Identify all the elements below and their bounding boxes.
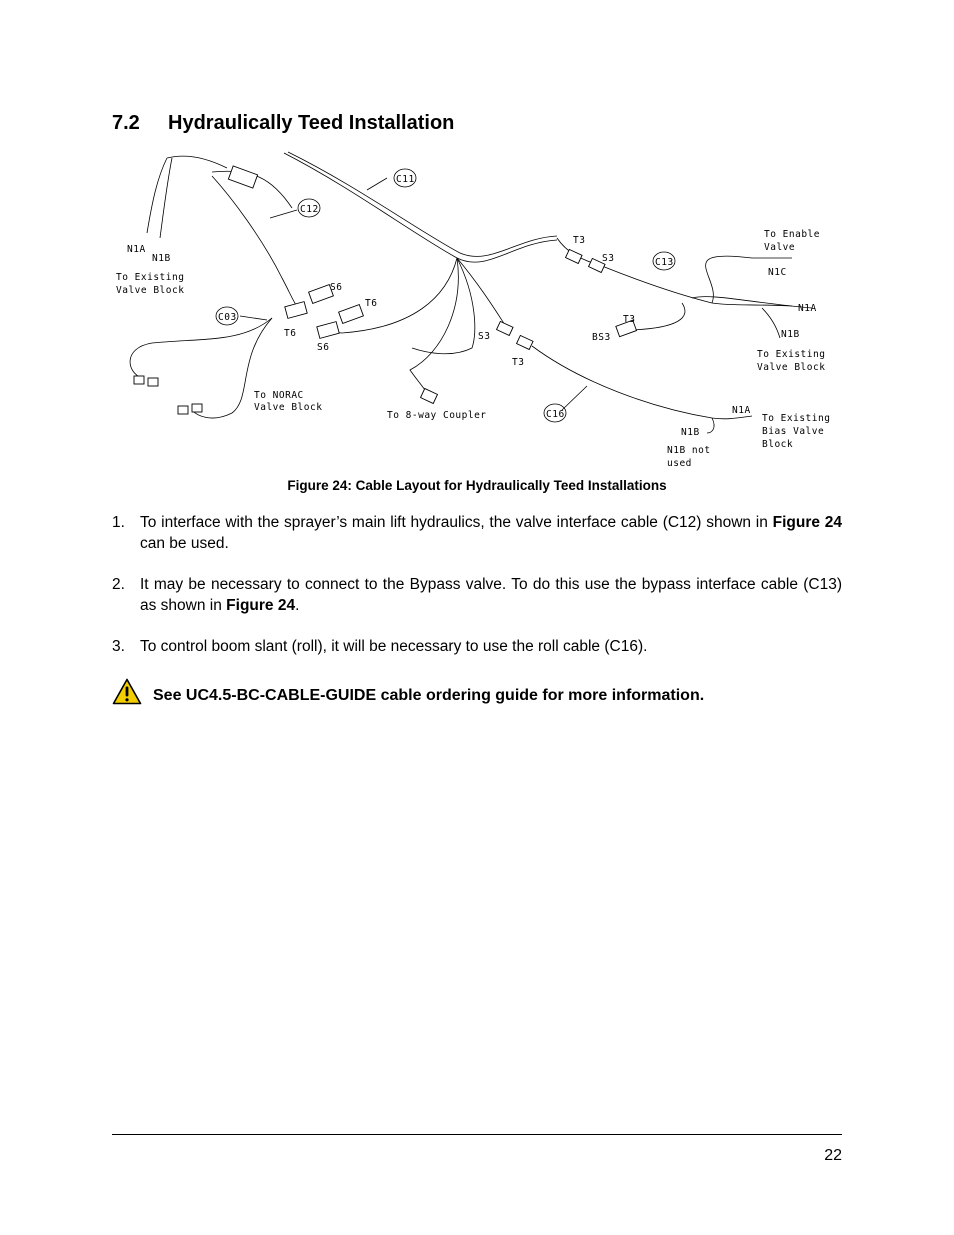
label-n1c: N1C xyxy=(768,267,787,278)
c03-connector-b xyxy=(148,378,158,386)
section-title: Hydraulically Teed Installation xyxy=(168,112,455,134)
step-text: It may be necessary to connect to the Bypass valve. To do this use the bypass interface cable (C13) as shown in xyxy=(140,576,842,614)
footer-divider xyxy=(112,1134,842,1135)
label-norac-1: To NORAC xyxy=(254,390,304,401)
label-t3-mid: T3 xyxy=(512,357,525,368)
c11-cable-sheath xyxy=(288,152,557,256)
label-existing-valve-2: Valve Block xyxy=(116,285,185,296)
label-s3-mid: S3 xyxy=(478,331,491,342)
note-text: See UC4.5-BC-CABLE-GUIDE cable ordering guide for more information. xyxy=(153,687,705,704)
c16-arrow xyxy=(562,386,587,410)
label-s6-top: S6 xyxy=(330,282,343,293)
c03-connector-a xyxy=(134,376,144,384)
cable-layout-drawing xyxy=(112,148,842,473)
label-t6-left: T6 xyxy=(284,328,297,339)
step-number: 1. xyxy=(112,514,125,531)
main-plug-connector xyxy=(228,166,257,188)
label-t6-right: T6 xyxy=(365,298,378,309)
label-n1a-right: N1A xyxy=(798,303,817,314)
instruction-list xyxy=(112,512,842,677)
coupler-branch xyxy=(410,258,458,393)
s6-bottom-connector xyxy=(317,322,339,339)
section-heading xyxy=(112,108,454,138)
note-callout xyxy=(112,678,842,710)
label-bias-1: To Existing xyxy=(762,413,831,424)
n1b-right-lead xyxy=(762,308,780,338)
label-existing-right-1: To Existing xyxy=(757,349,826,360)
step-item xyxy=(112,574,842,616)
label-enable-1: To Enable xyxy=(764,229,820,240)
step-text: To control boom slant (roll), it will be necessary to use the roll cable (C16). xyxy=(140,638,648,655)
label-t3-top: T3 xyxy=(573,235,586,246)
coupler-connector xyxy=(421,389,438,404)
label-enable-2: Valve xyxy=(764,242,796,253)
step-number: 3. xyxy=(112,638,125,655)
s3-mid-connector xyxy=(497,321,513,335)
c13-cable xyxy=(557,238,792,306)
c03-connector-d xyxy=(192,404,202,412)
label-c12: C12 xyxy=(300,204,319,215)
t6-right-connector xyxy=(339,305,364,324)
label-existing-valve-1: To Existing xyxy=(116,272,185,283)
n1a-lead xyxy=(147,158,167,233)
label-bs3: BS3 xyxy=(592,332,611,343)
page-number: 22 xyxy=(824,1147,842,1164)
label-coupler: To 8-way Coupler xyxy=(387,410,487,421)
bs3-lead xyxy=(632,303,685,330)
t6-left-connector xyxy=(285,302,307,319)
t3-top-connector xyxy=(566,249,582,263)
label-n1b-left: N1B xyxy=(152,253,171,264)
s3-branch xyxy=(457,258,507,328)
label-c11: C11 xyxy=(396,174,415,185)
label-s3-top: S3 xyxy=(602,253,615,264)
cable-layout-figure xyxy=(112,148,842,473)
step-text: To interface with the sprayer’s main lift hydraulics, the valve interface cable (C12) shown in xyxy=(140,514,773,531)
label-t3-right: T3 xyxy=(623,314,636,325)
warning-triangle-icon xyxy=(112,678,142,705)
enable-valve-lead xyxy=(706,256,792,303)
figure-caption: Figure 24: Cable Layout for Hydraulically Teed Installations xyxy=(287,478,667,493)
n1-lead-join xyxy=(167,156,227,168)
label-n1a-bottom: N1A xyxy=(732,405,751,416)
c16-branch-a xyxy=(412,258,475,354)
figure-reference: Figure 24 xyxy=(226,597,296,614)
c03-cable xyxy=(130,318,272,378)
c03-connector-c xyxy=(178,406,188,414)
step-text-end: can be used. xyxy=(140,535,229,552)
step-item xyxy=(112,512,842,554)
label-n1b-right-lower: N1B xyxy=(681,427,700,438)
label-c03: C03 xyxy=(218,312,237,323)
label-bias-2: Bias Valve xyxy=(762,426,825,437)
label-n1a-left: N1A xyxy=(127,244,146,255)
c12-cable xyxy=(212,176,298,308)
c12-arrow xyxy=(270,210,297,218)
label-s6-bottom: S6 xyxy=(317,342,330,353)
c16-n1b-lead xyxy=(707,418,714,433)
step-number: 2. xyxy=(112,576,125,593)
label-c13: C13 xyxy=(655,257,674,268)
label-n1b-not-2: used xyxy=(667,458,692,469)
label-c16: C16 xyxy=(546,409,565,420)
c11-arrow xyxy=(367,178,387,190)
label-bias-3: Block xyxy=(762,439,794,450)
step-item xyxy=(112,636,842,657)
step-text-end: . xyxy=(295,597,300,614)
label-norac-2: Valve Block xyxy=(254,402,323,413)
t3-mid-connector xyxy=(517,335,533,349)
c03-arrow xyxy=(240,316,267,320)
figure-reference: Figure 24 xyxy=(772,514,842,531)
c16-cable xyxy=(532,346,752,419)
section-number: 7.2 xyxy=(112,112,140,134)
label-existing-right-2: Valve Block xyxy=(757,362,826,373)
label-n1b-right: N1B xyxy=(781,329,800,340)
t6-branch xyxy=(332,258,457,333)
label-n1b-not-1: N1B not xyxy=(667,445,711,456)
